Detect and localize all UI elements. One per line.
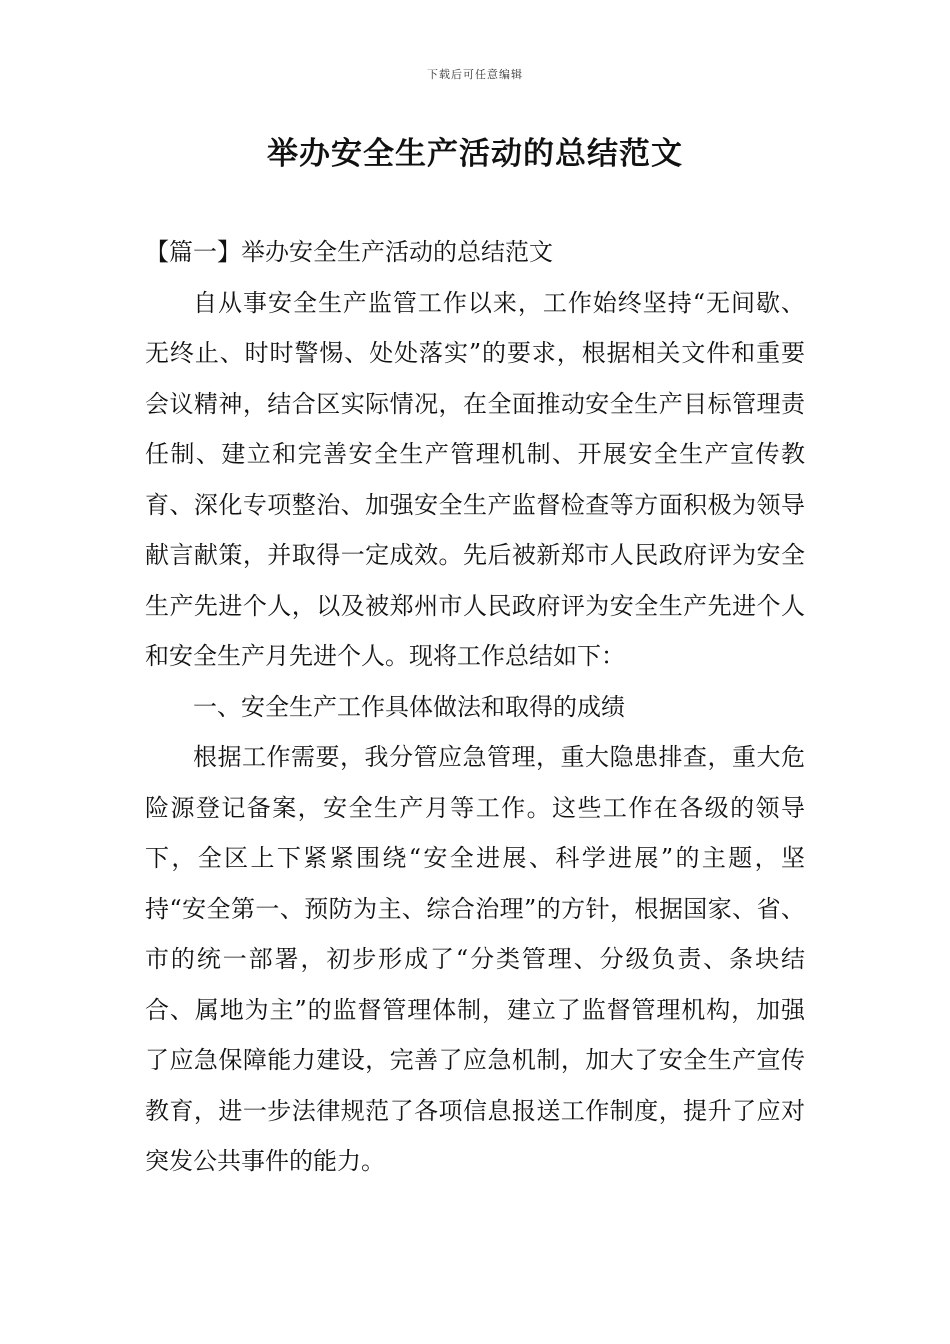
paragraph-details: 根据工作需要，我分管应急管理，重大隐患排查，重大危险源登记备案，安全生产月等工作。这些工作在各级的领导下，全区上下紧紧围绕“安全进展、科学进展”的主题，坚持“安全第一、预防为主、综合治理”的方针，根据国家、省、市的统一部署，初步形成了“分类管理、分级负责、条块结合、属地为主”的监督管理体制，建立了监督管理机构，加强了应急保障能力建设，完善了应急机制，加大了安全生产宣传教育，进一步法律规范了各项信息报送工作制度，提升了应对突发公共事件的能力。 [145, 743, 805, 1175]
header-note: 下载后可任意编辑 [427, 68, 523, 81]
paragraph-intro: 自从事安全生产监管工作以来，工作始终坚持“无间歇、无终止、时时警惕、处处落实”的要求，根据相关文件和重要会议精神，结合区实际情况，在全面推动安全生产目标管理责任制、建立和完善安全生产管理机制、开展安全生产宣传教育、深化专项整治、加强安全生产监督检查等方面积极为领导献言献策，并取得一定成效。先后被新郑市人民政府评为安全生产先进个人，以及被郑州市人民政府评为安全生产先进个人和安全生产月先进个人。现将工作总结如下： [145, 288, 805, 670]
section-heading: 【篇一】举办安全生产活动的总结范文 [145, 238, 553, 266]
document-title: 举办安全生产活动的总结范文 [267, 136, 683, 172]
subsection-heading: 一、安全生产工作具体做法和取得的成绩 [193, 692, 625, 721]
document-body [145, 227, 805, 1187]
